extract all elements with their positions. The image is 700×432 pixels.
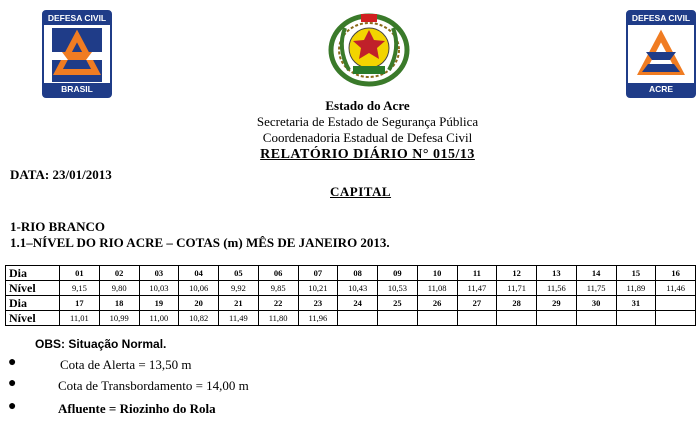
day-cell: 18 [99,296,139,311]
day-cell: 16 [656,266,696,281]
day-cell: 08 [338,266,378,281]
day-cell [656,296,696,311]
day-cell: 17 [60,296,100,311]
level-cell: 11,71 [497,281,537,296]
report-title: RELATÓRIO DIÁRIO N° 015/13 [260,147,475,162]
level-cell [417,311,457,326]
acre-coat-of-arms-icon [327,8,411,88]
row-label: Nível [6,311,60,326]
level-cell: 11,47 [457,281,497,296]
bullet-icon: ● [8,355,17,370]
level-cell: 11,49 [219,311,259,326]
day-cell: 21 [219,296,259,311]
observation-note: OBS: Situação Normal. [35,337,167,351]
day-cell: 14 [576,266,616,281]
row-label: Nível [6,281,60,296]
level-row [6,281,696,296]
level-cell: 9,15 [60,281,100,296]
level-cell: 10,82 [179,311,219,326]
overflow-level-text: Cota de Transbordamento = 14,00 m [58,378,249,393]
day-cell: 13 [537,266,577,281]
day-row [6,266,696,281]
defesa-civil-brasil-logo [42,10,112,98]
day-cell: 28 [497,296,537,311]
level-cell: 9,85 [258,281,298,296]
day-cell: 09 [378,266,418,281]
level-cell [457,311,497,326]
level-cell: 11,75 [576,281,616,296]
secretariat-line: Secretaria de Estado de Segurança Pública [256,114,479,129]
level-cell [497,311,537,326]
day-cell: 06 [258,266,298,281]
day-cell: 25 [378,296,418,311]
level-cell: 11,89 [616,281,656,296]
level-cell: 11,01 [60,311,100,326]
day-cell: 20 [179,296,219,311]
day-cell: 01 [60,266,100,281]
level-cell: 11,08 [417,281,457,296]
level-cell [378,311,418,326]
day-cell: 26 [417,296,457,311]
section-rio-branco: 1-RIO BRANCO [10,219,105,234]
row-label: Dia [6,266,60,281]
coordination-line: Coordenadoria Estadual de Defesa Civil [262,130,473,145]
level-cell: 10,53 [378,281,418,296]
river-level-table [5,265,696,326]
level-cell: 9,80 [99,281,139,296]
day-cell: 23 [298,296,338,311]
section-river-level: 1.1–NÍVEL DO RIO ACRE – COTAS (m) MÊS DE JANEIRO 2013. [10,235,390,250]
report-date: DATA: 23/01/2013 [10,167,112,182]
day-cell: 29 [537,296,577,311]
defesa-civil-acre-logo [626,10,696,98]
bullet-icon: ● [8,376,17,391]
day-cell: 05 [219,266,259,281]
day-cell: 12 [497,266,537,281]
level-cell [537,311,577,326]
capital-heading: CAPITAL [330,184,392,199]
level-cell: 9,92 [219,281,259,296]
day-cell: 04 [179,266,219,281]
bullet-icon: ● [8,399,17,414]
day-cell: 10 [417,266,457,281]
level-row [6,311,696,326]
civil-defense-triangle-icon [636,28,686,82]
level-cell: 10,99 [99,311,139,326]
level-cell [656,311,696,326]
tributary-text: Afluente = Riozinho do Rola [58,401,216,416]
level-cell: 10,03 [139,281,179,296]
level-cell: 10,06 [179,281,219,296]
level-cell: 11,46 [656,281,696,296]
day-cell: 27 [457,296,497,311]
day-cell: 03 [139,266,179,281]
level-cell: 11,80 [258,311,298,326]
level-cell [576,311,616,326]
level-cell: 11,56 [537,281,577,296]
level-cell: 11,00 [139,311,179,326]
day-cell: 15 [616,266,656,281]
day-cell: 24 [338,296,378,311]
logo-left-top-text: DEFESA CIVIL [44,12,110,25]
day-cell: 02 [99,266,139,281]
day-cell: 22 [258,296,298,311]
logo-left-bottom-text: BRASIL [44,83,110,96]
day-cell: 31 [616,296,656,311]
level-cell: 10,43 [338,281,378,296]
alert-level-text: Cota de Alerta = 13,50 m [60,357,192,372]
day-cell: 19 [139,296,179,311]
state-title: Estado do Acre [325,98,410,113]
level-cell: 10,21 [298,281,338,296]
civil-defense-triangle-icon [52,28,102,82]
day-cell: 11 [457,266,497,281]
row-label: Dia [6,296,60,311]
level-cell [616,311,656,326]
logo-right-top-text: DEFESA CIVIL [628,12,694,25]
day-row [6,296,696,311]
day-cell: 07 [298,266,338,281]
level-cell [338,311,378,326]
logo-right-bottom-text: ACRE [628,83,694,96]
day-cell: 30 [576,296,616,311]
level-cell: 11,96 [298,311,338,326]
